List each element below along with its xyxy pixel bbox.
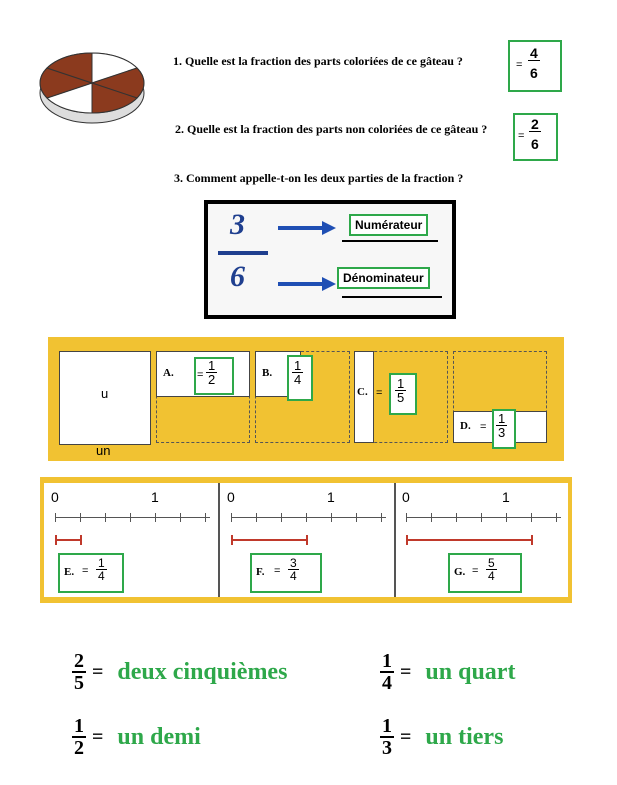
answer-fraction-q1 (528, 46, 540, 80)
axis-tick (180, 513, 181, 522)
numerator: 1 (382, 650, 392, 672)
numerator: 1 (397, 376, 405, 391)
fraction-bar (218, 251, 268, 255)
axis-tick (306, 513, 307, 522)
answer-fraction-d (496, 412, 507, 439)
axis-tick (105, 513, 106, 522)
numerator: 1 (498, 411, 506, 426)
answer-box-a[interactable] (194, 357, 234, 395)
denominator-underline (342, 296, 442, 298)
segment-end (306, 535, 308, 545)
fraction-word: un tiers (425, 723, 504, 750)
answer-box-b[interactable] (287, 355, 313, 401)
equals-sign: = (197, 369, 204, 381)
numerator: 3 (290, 556, 297, 570)
axis-tick (531, 513, 532, 522)
axis-tick (356, 513, 357, 522)
axis-tick (481, 513, 482, 522)
numerator: 4 (530, 45, 538, 61)
axis-tick (381, 513, 382, 522)
tick-label-0: 0 (227, 489, 235, 505)
equals-sign: = (274, 565, 281, 577)
answer-fraction-a (206, 359, 217, 386)
answer-box-d[interactable] (492, 409, 516, 449)
arrow-icon (278, 220, 338, 236)
fraction (380, 651, 394, 693)
denominator: 4 (98, 569, 105, 583)
fraction-name-row (380, 716, 503, 758)
fraction-segment (231, 539, 306, 541)
item-letter: D. (460, 420, 471, 432)
denominator-label: Dénominateur (343, 271, 424, 285)
fraction-name-row (72, 651, 287, 693)
number-line-axis (231, 517, 386, 518)
denominator: 6 (528, 60, 540, 80)
axis-tick (281, 513, 282, 522)
denominator: 3 (498, 425, 506, 440)
fraction-segment (406, 539, 531, 541)
equals-sign: = (480, 421, 487, 433)
denominator: 2 (74, 737, 84, 759)
fraction (72, 651, 86, 693)
axis-tick (556, 513, 557, 522)
tick-label-1: 1 (502, 489, 510, 505)
numerator-underline (342, 240, 438, 242)
equals-sign: = (400, 725, 412, 748)
divider (218, 483, 220, 597)
equals-sign: = (518, 130, 525, 142)
segment-end (531, 535, 533, 545)
segment-end (231, 535, 233, 545)
equals-sign: = (92, 660, 104, 683)
denominator: 4 (382, 672, 392, 694)
item-letter: F. (256, 566, 265, 578)
segment-end (406, 535, 408, 545)
number-lines-panel (40, 477, 572, 603)
answer-box-e[interactable] (58, 553, 124, 593)
axis-tick (231, 513, 232, 522)
tick-label-0: 0 (402, 489, 410, 505)
numerator-label: Numérateur (355, 218, 423, 232)
answer-box-q2[interactable] (513, 113, 558, 161)
axis-tick (256, 513, 257, 522)
segment-end (80, 535, 82, 545)
axis-tick (55, 513, 56, 522)
item-letter: C. (357, 386, 368, 398)
equals-sign: = (472, 565, 479, 577)
answer-fraction-q2 (529, 117, 541, 151)
denominator: 3 (382, 737, 392, 759)
segment-end (55, 535, 57, 545)
numerator: 5 (488, 556, 495, 570)
axis-tick (456, 513, 457, 522)
answer-fraction-b (292, 359, 303, 386)
axis-tick (155, 513, 156, 522)
fraction-word: deux cinquièmes (117, 658, 288, 685)
answer-box-q1[interactable] (508, 40, 562, 92)
answer-fraction (486, 557, 497, 582)
numerator: 1 (294, 358, 302, 373)
equals-sign: = (516, 59, 523, 71)
axis-tick (205, 513, 206, 522)
answer-box-c[interactable] (389, 373, 417, 415)
denominator: 4 (290, 569, 297, 583)
question-1: 1. Quelle est la fraction des parts coloriées de ce gâteau ? (173, 54, 463, 68)
numerator: 2 (531, 116, 539, 132)
fraction (380, 716, 394, 758)
fraction-word: un demi (117, 723, 201, 750)
denominator-label-box[interactable] (337, 267, 430, 289)
big-denominator: 6 (230, 260, 245, 293)
question-3: 3. Comment appelle-t-on les deux parties de la fraction ? (174, 171, 464, 185)
equals-sign: = (376, 387, 383, 399)
item-letter: B. (262, 367, 273, 379)
fraction-name-row (72, 716, 201, 758)
question-2: 2. Quelle est la fraction des parts non coloriées de ce gâteau ? (175, 122, 488, 136)
numerator: 2 (74, 650, 84, 672)
arrow-icon (278, 276, 338, 292)
denominator: 5 (397, 390, 405, 405)
answer-box-g[interactable] (448, 553, 522, 593)
answer-fraction (288, 557, 299, 582)
axis-tick (130, 513, 131, 522)
axis-tick (431, 513, 432, 522)
numerator: 1 (98, 556, 105, 570)
unit-label: u (101, 386, 109, 401)
numerator-label-box[interactable] (349, 214, 428, 236)
equals-sign: = (400, 660, 412, 683)
denominator: 4 (488, 569, 495, 583)
cake-illustration (36, 45, 148, 127)
answer-fraction-c (395, 377, 406, 404)
item-letter: G. (454, 566, 466, 578)
fraction-segment (55, 539, 80, 541)
fraction (72, 716, 86, 758)
number-line-axis (55, 517, 210, 518)
axis-tick (506, 513, 507, 522)
axis-tick (406, 513, 407, 522)
item-letter: A. (163, 367, 174, 379)
area-c-shaded (354, 351, 374, 443)
fraction-name-row (380, 651, 515, 693)
numerator: 1 (208, 358, 216, 373)
tick-label-1: 1 (327, 489, 335, 505)
unit-caption: un (96, 443, 111, 458)
axis-tick (331, 513, 332, 522)
item-letter: E. (64, 566, 75, 578)
denominator: 6 (529, 131, 541, 151)
fraction-parts-diagram (204, 200, 456, 319)
area-fractions-panel (48, 337, 564, 461)
fraction-word: un quart (425, 658, 516, 685)
numerator: 1 (74, 715, 84, 737)
big-numerator: 3 (230, 208, 245, 241)
axis-tick (80, 513, 81, 522)
denominator: 4 (294, 372, 302, 387)
tick-label-1: 1 (151, 489, 159, 505)
unit-square (59, 351, 151, 445)
answer-box-f[interactable] (250, 553, 322, 593)
equals-sign: = (92, 725, 104, 748)
denominator: 2 (208, 372, 216, 387)
numerator: 1 (382, 715, 392, 737)
tick-label-0: 0 (51, 489, 59, 505)
divider (394, 483, 396, 597)
number-line-axis (406, 517, 561, 518)
equals-sign: = (82, 565, 89, 577)
denominator: 5 (74, 672, 84, 694)
answer-fraction (96, 557, 107, 582)
